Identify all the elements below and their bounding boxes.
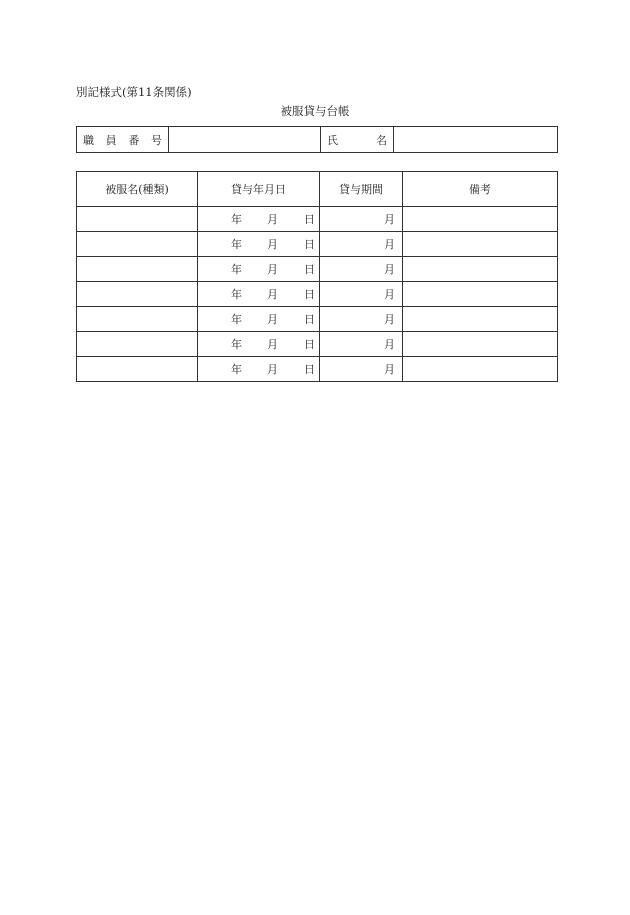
year-unit: 年 xyxy=(231,238,242,251)
remarks-cell[interactable] xyxy=(403,257,558,282)
day-unit: 日 xyxy=(304,363,315,376)
employee-number-field[interactable] xyxy=(169,127,321,153)
item-name-cell[interactable] xyxy=(77,307,198,332)
employee-number-label-char: 番 xyxy=(128,133,140,147)
header-remarks: 備考 xyxy=(403,172,558,207)
table-row xyxy=(77,232,558,257)
name-label-char: 氏 xyxy=(327,133,338,147)
day-unit: 日 xyxy=(304,338,315,351)
form-reference: 別記様式(第11条関係) xyxy=(76,85,192,99)
year-unit: 年 xyxy=(231,263,242,276)
loan-table-body xyxy=(77,207,558,382)
header-item-name: 被服名(種類) xyxy=(77,172,198,207)
table-row xyxy=(77,307,558,332)
employee-number-label-char: 号 xyxy=(150,133,162,147)
header-loan-period: 貸与期間 xyxy=(320,172,403,207)
table-row xyxy=(77,357,558,382)
table-row xyxy=(77,332,558,357)
document-title: 被服貸与台帳 xyxy=(280,104,350,118)
remarks-cell[interactable] xyxy=(403,282,558,307)
period-unit: 月 xyxy=(384,238,395,251)
clothing-loan-table xyxy=(76,171,558,382)
month-unit: 月 xyxy=(267,213,278,226)
loan-date-cell[interactable] xyxy=(198,257,320,282)
item-name-cell[interactable] xyxy=(77,257,198,282)
remarks-cell[interactable] xyxy=(403,332,558,357)
day-unit: 日 xyxy=(304,213,315,226)
month-unit: 月 xyxy=(267,263,278,276)
period-unit: 月 xyxy=(384,363,395,376)
day-unit: 日 xyxy=(304,313,315,326)
loan-period-cell[interactable] xyxy=(320,357,403,382)
loan-date-cell[interactable] xyxy=(198,332,320,357)
remarks-cell[interactable] xyxy=(403,207,558,232)
day-unit: 日 xyxy=(304,238,315,251)
period-unit: 月 xyxy=(384,338,395,351)
year-unit: 年 xyxy=(231,313,242,326)
loan-period-cell[interactable] xyxy=(320,332,403,357)
employee-number-label-char: 職 xyxy=(83,133,94,147)
loan-date-cell[interactable] xyxy=(198,307,320,332)
year-unit: 年 xyxy=(231,288,242,301)
item-name-cell[interactable] xyxy=(77,357,198,382)
employee-number-label-char: 員 xyxy=(105,133,117,147)
year-unit: 年 xyxy=(231,213,242,226)
header-loan-date: 貸与年月日 xyxy=(198,172,320,207)
loan-period-cell[interactable] xyxy=(320,307,403,332)
month-unit: 月 xyxy=(267,238,278,251)
employee-info-table xyxy=(76,126,558,153)
item-name-cell[interactable] xyxy=(77,332,198,357)
loan-period-cell[interactable] xyxy=(320,282,403,307)
item-name-cell[interactable] xyxy=(77,207,198,232)
day-unit: 日 xyxy=(304,288,315,301)
day-unit: 日 xyxy=(304,263,315,276)
year-unit: 年 xyxy=(231,338,242,351)
loan-date-cell[interactable] xyxy=(198,232,320,257)
name-field[interactable] xyxy=(394,127,558,153)
remarks-cell[interactable] xyxy=(403,232,558,257)
loan-date-cell[interactable] xyxy=(198,357,320,382)
name-label-char: 名 xyxy=(376,133,387,147)
loan-date-cell[interactable] xyxy=(198,207,320,232)
name-label xyxy=(321,127,394,153)
remarks-cell[interactable] xyxy=(403,357,558,382)
year-unit: 年 xyxy=(231,363,242,376)
loan-period-cell[interactable] xyxy=(320,207,403,232)
item-name-cell[interactable] xyxy=(77,232,198,257)
period-unit: 月 xyxy=(384,263,395,276)
month-unit: 月 xyxy=(267,313,278,326)
table-row xyxy=(77,257,558,282)
loan-period-cell[interactable] xyxy=(320,257,403,282)
period-unit: 月 xyxy=(384,313,395,326)
employee-info-row xyxy=(77,127,558,153)
loan-period-cell[interactable] xyxy=(320,232,403,257)
month-unit: 月 xyxy=(267,363,278,376)
remarks-cell[interactable] xyxy=(403,307,558,332)
month-unit: 月 xyxy=(267,288,278,301)
loan-date-cell[interactable] xyxy=(198,282,320,307)
employee-number-label xyxy=(77,127,169,153)
table-header-row xyxy=(77,172,558,207)
period-unit: 月 xyxy=(384,288,395,301)
table-row xyxy=(77,282,558,307)
item-name-cell[interactable] xyxy=(77,282,198,307)
period-unit: 月 xyxy=(384,213,395,226)
table-row xyxy=(77,207,558,232)
month-unit: 月 xyxy=(267,338,278,351)
